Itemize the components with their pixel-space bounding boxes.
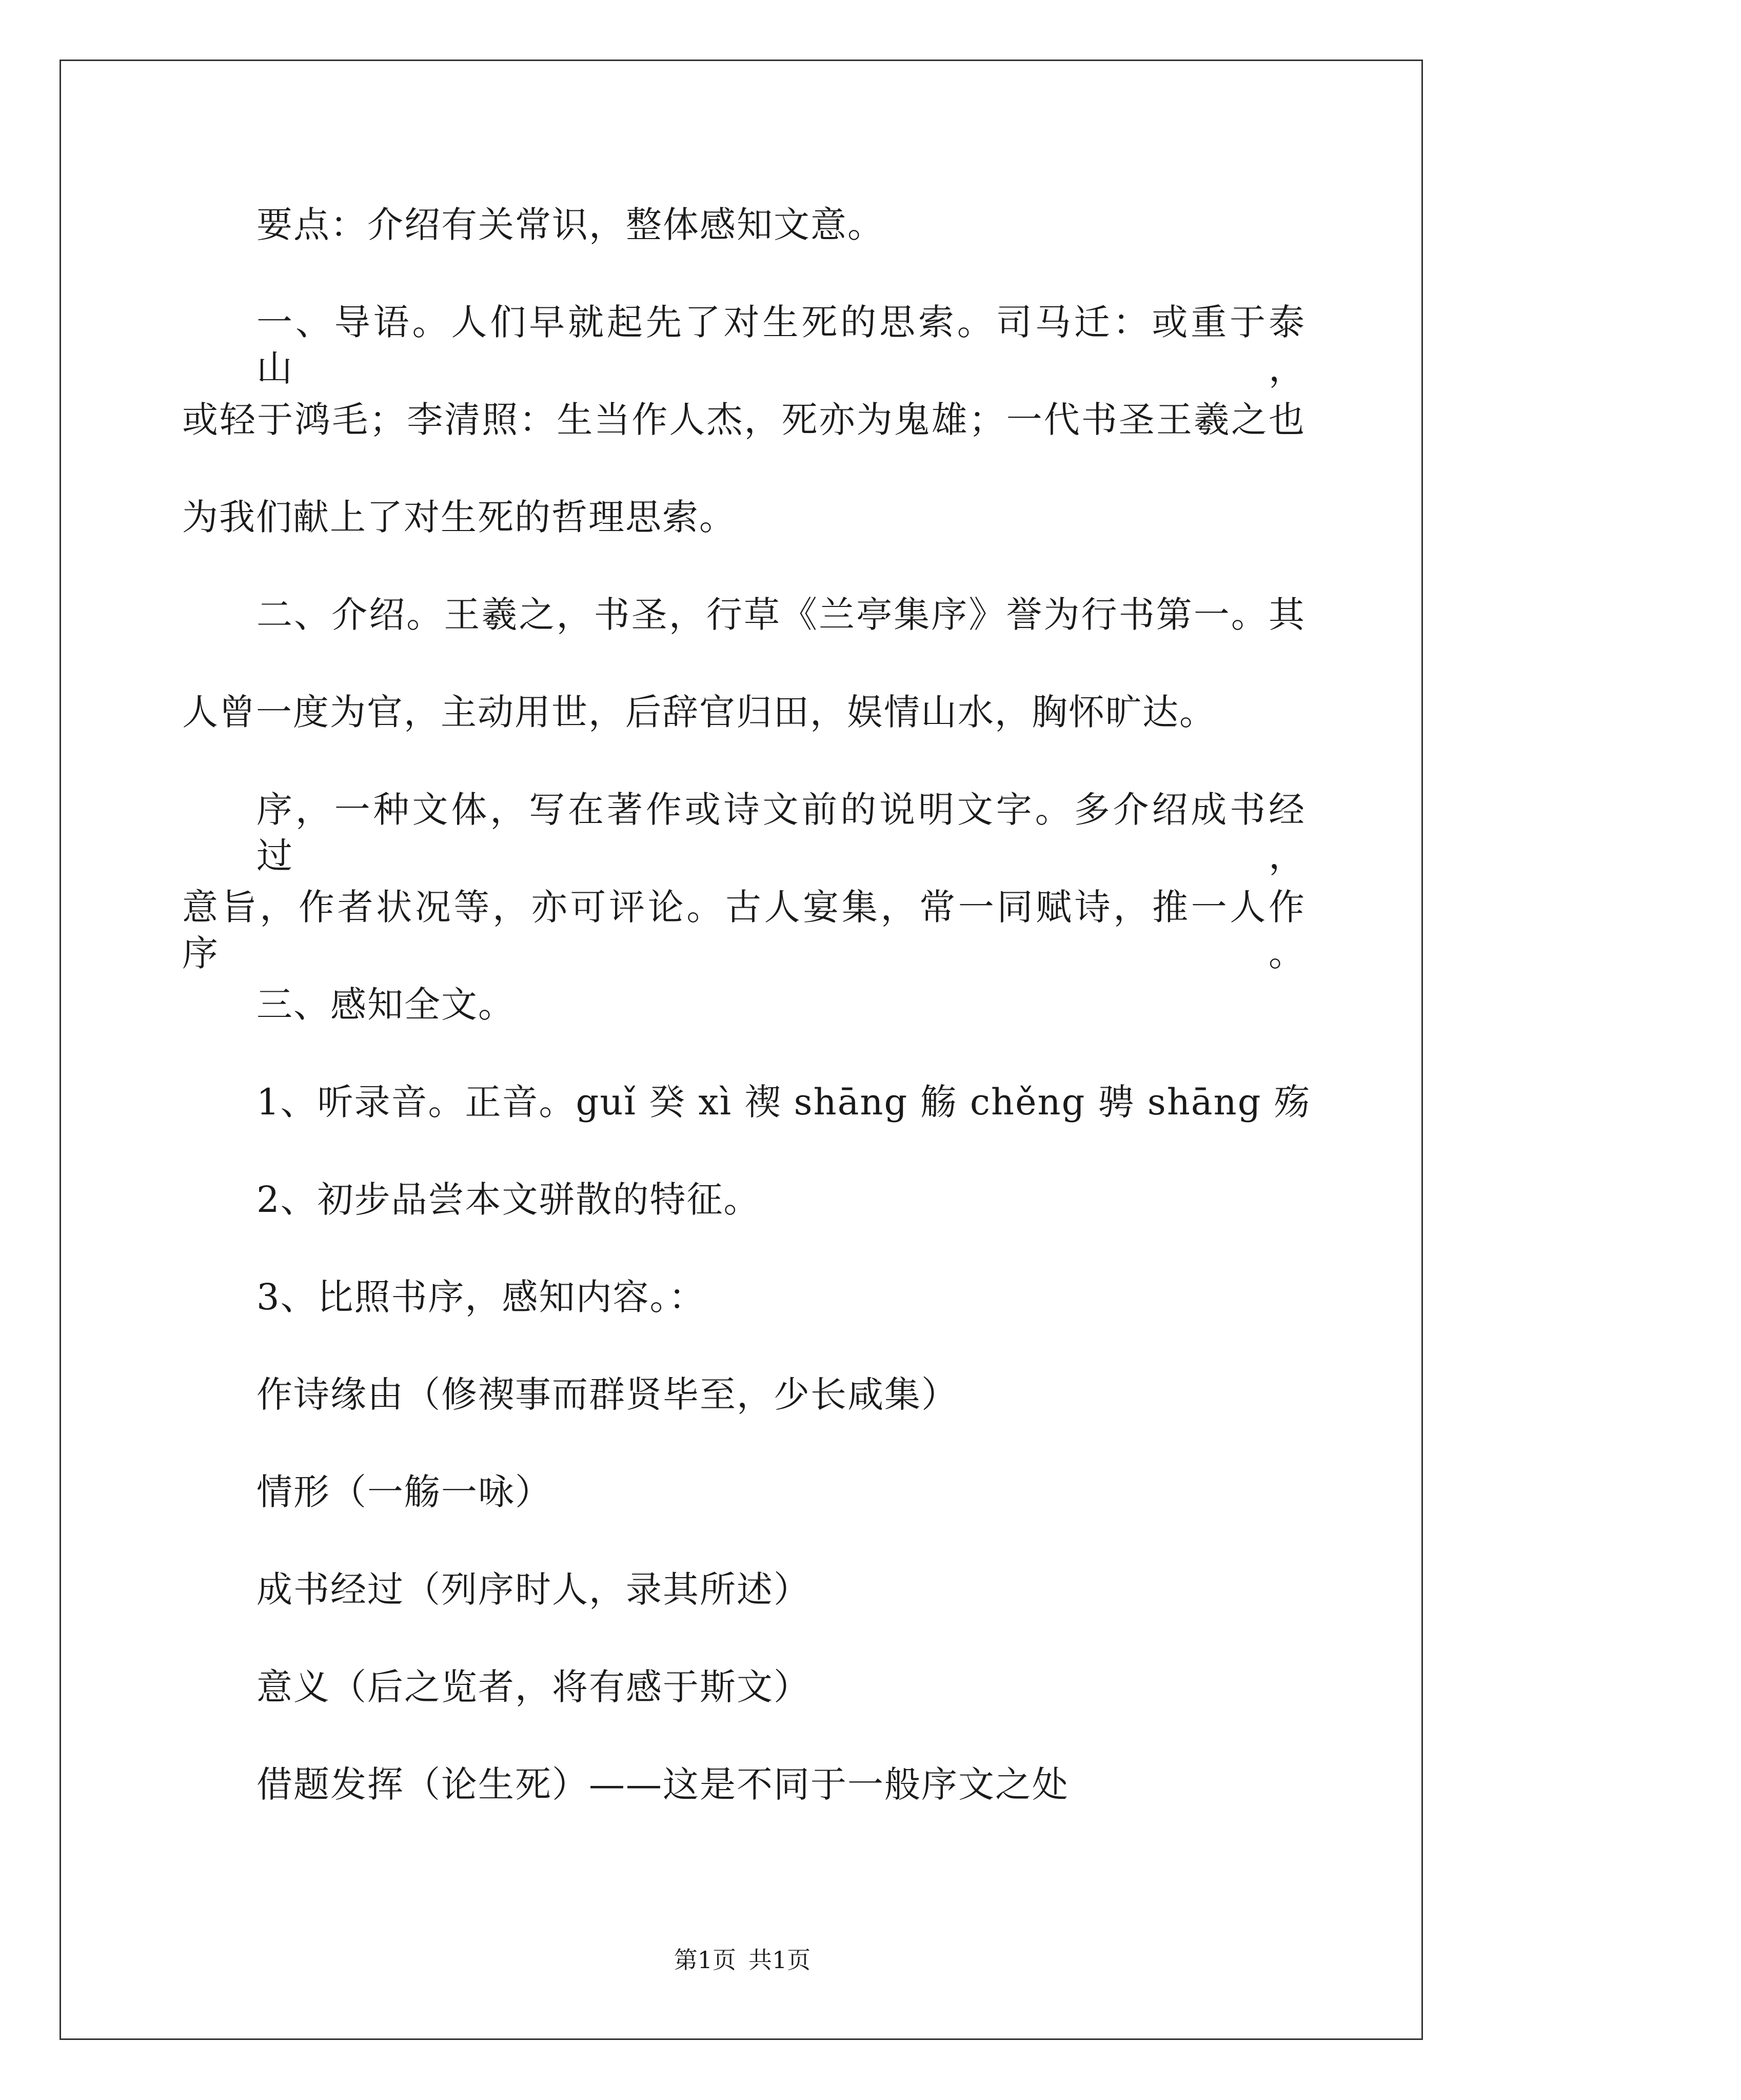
paragraph-line: 序，一种文体，写在著作或诗文前的说明文字。多介绍成书经过， [256, 789, 1305, 877]
paragraph-line: 2、初步品尝本文骈散的特征。 [256, 1179, 761, 1221]
paragraph-line: 一、导语。人们早就起先了对生死的思索。司马迁：或重于泰山， [256, 301, 1305, 389]
page-number-current: 第1页 [674, 1946, 736, 1974]
paragraph-line: 要点：介绍有关常识，整体感知文意。 [256, 204, 884, 246]
paragraph-line: 情形（一觞一咏） [256, 1471, 552, 1513]
page-number-total: 共1页 [748, 1946, 811, 1974]
paragraph-line: 二、介绍。王羲之，书圣，行草《兰亭集序》誉为行书第一。其 [256, 594, 1305, 636]
paragraph-line: 借题发挥（论生死）——这是不同于一般序文之处 [256, 1763, 1069, 1805]
paragraph-line: 意旨，作者状况等，亦可评论。古人宴集，常一同赋诗，推一人作序。 [182, 886, 1305, 974]
paragraph-line: 为我们献上了对生死的哲理思索。 [182, 496, 736, 538]
paragraph-line: 成书经过（列序时人，录其所述） [256, 1568, 810, 1611]
page-footer [0, 1945, 1485, 1975]
paragraph-line: 三、感知全文。 [256, 984, 515, 1026]
paragraph-line: 作诗缘由（修禊事而群贤毕至，少长咸集） [256, 1373, 958, 1416]
paragraph-line: 1、听录音。正音。guǐ 癸 xì 禊 shāng 觞 chěng 骋 shāng 殇 [256, 1081, 1311, 1123]
paragraph-line: 意义（后之览者，将有感于斯文） [256, 1666, 810, 1708]
paragraph-line: 人曾一度为官，主动用世，后辞官归田，娱情山水，胸怀旷达。 [182, 691, 1216, 733]
paragraph-line: 或轻于鸿毛；李清照：生当作人杰，死亦为鬼雄；一代书圣王羲之也 [182, 399, 1305, 441]
paragraph-line: 3、比照书序，感知内容。： [256, 1276, 706, 1318]
